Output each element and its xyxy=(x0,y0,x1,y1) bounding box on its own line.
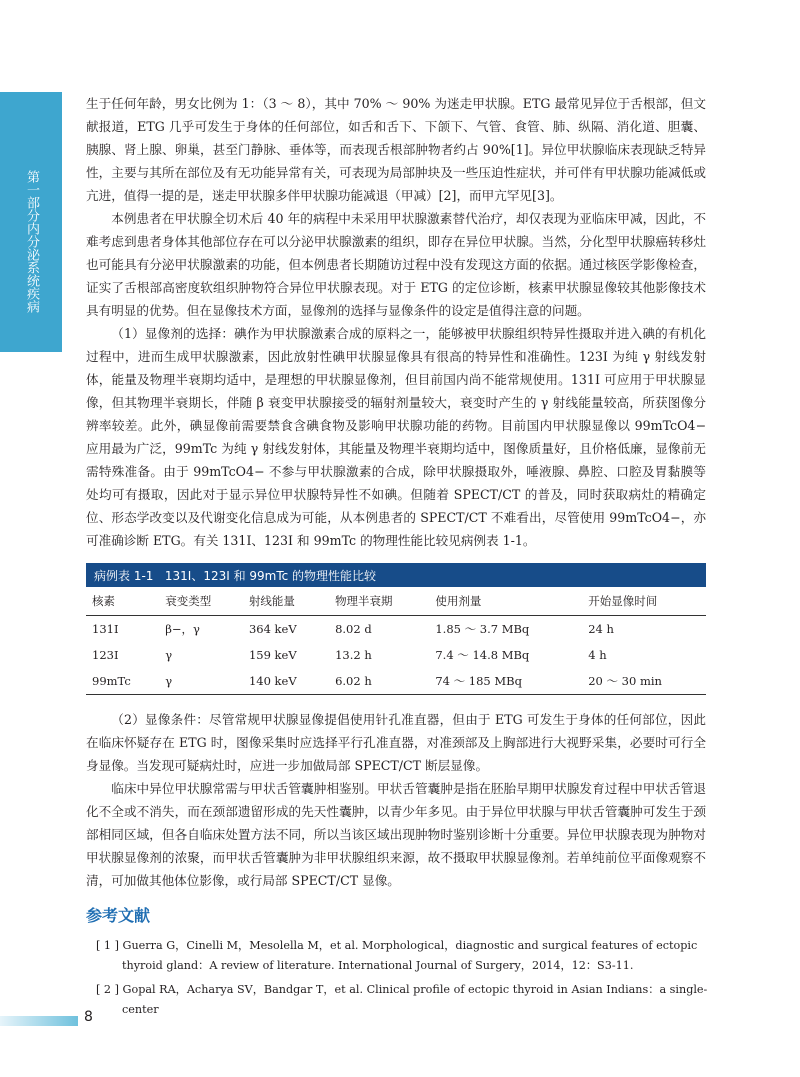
footer-bar xyxy=(0,1016,78,1026)
paragraph-5: 临床中异位甲状腺常需与甲状舌管囊肿相鉴别。甲状舌管囊肿是指在胚胎早期甲状腺发育过程中甲状舌管退化不全或不消失，而在颈部遗留形成的先天性囊肿，以青少年多见。由于异位甲状腺与甲状舌管囊肿可发生于颈部相同区域，但各自临床处置方法不同，所以当该区域出现肿物时鉴别诊断十分重要。异位甲状腺表现为肿物对甲状腺显像剂的浓聚，而甲状舌管囊肿为非甲状腺组织来源，故不摄取甲状腺显像剂。若单纯前位平面像观察不清，可加做其他体位影像，或行局部 SPECT/CT 显像。 xyxy=(86,781,706,888)
paragraph-2: 本例患者在甲状腺全切术后 40 年的病程中未采用甲状腺激素替代治疗，却仅表现为亚临床甲减，因此，不难考虑到患者身体其他部位存在可以分泌甲状腺激素的组织，即存在异位甲状腺。当然，分化型甲状腺癌转移灶也可能具有分泌甲状腺激素的功能，但本例患者长期随访过程中没有发现这方面的依据。通过核医学影像检查，证实了舌根部高密度软组织肿物符合异位甲状腺表现。对于 ETG 的定位诊断，核素甲状腺显像较其他影像技术具有明显的优势。但在显像技术方面，显像剂的选择与显像条件的设定是值得注意的问题。 xyxy=(86,211,706,318)
reference-list xyxy=(96,936,708,1024)
cell: 159 keV xyxy=(248,648,297,662)
body-text-lower xyxy=(86,708,706,892)
paragraph-3: （1）显像剂的选择：碘作为甲状腺激素合成的原料之一，能够被甲状腺组织特异性摄取并进入碘的有机化过程中，进而生成甲状腺激素，因此放射性碘甲状腺显像具有很高的特异性和准确性。123I 为纯 γ 射线发射体，能量及物理半衰期均适中，是理想的甲状腺显像剂，但目前国内尚不能常规使用。131I 可应用于甲状腺显像，但其物理半衰期长，伴随 β 衰变甲状腺接受的辐射剂量较大，衰变时产生的 γ 射线能量较高，所获图像分辨率较差。此外，碘显像前需要禁食含碘食物及影响甲状腺功能的药物。目前国内甲状腺显像以 99mTcO4− 应用最为广泛，99mTc 为纯 γ 射线发射体，其能量及物理半衰期均适中，图像质量好，且价格低廉，显像前无需特殊准备。由于 99mTcO4− 不参与甲状腺激素的合成，除甲状腺摄取外，唾液腺、鼻腔、口腔及胃黏膜等处均可有摄取，因此对于显示异位甲状腺特异性不如碘。但随着 SPECT/CT 的普及，同时获取病灶的精确定位、形态学改变以及代谢变化信息成为可能，从本例患者的 SPECT/CT 不难看出，尽管使用 99mTcO4−，亦可准确诊断 ETG。有关 131I、123I 和 99mTc 的物理性能比较见病例表 1-1。 xyxy=(86,326,706,548)
col-header: 开始显像时间 xyxy=(582,587,706,616)
cell: β−，γ xyxy=(165,622,200,636)
cell: γ xyxy=(159,668,243,695)
cell: γ xyxy=(165,648,173,662)
cell: 24 h xyxy=(588,622,614,636)
cell: 1.85 ～ 3.7 MBq xyxy=(435,622,530,636)
col-header: 衰变类型 xyxy=(159,587,243,616)
cell: 8.02 d xyxy=(335,622,372,636)
sidebar-section: 内分泌系统疾病 xyxy=(24,222,39,313)
body-text-upper xyxy=(86,92,706,552)
references-heading: 参考文献 xyxy=(86,906,151,925)
cell: 131I xyxy=(92,622,119,636)
cell: 140 keV xyxy=(243,668,329,695)
cell: 20 ～ 30 min xyxy=(582,668,706,695)
table-title: 131I、123I 和 99mTc 的物理性能比较 xyxy=(164,569,377,583)
cell: 7.4 ～ 14.8 MBq xyxy=(435,648,530,662)
page-number: 8 xyxy=(84,1009,93,1025)
table-row xyxy=(86,642,706,668)
cell: 13.2 h xyxy=(335,648,372,662)
table-row xyxy=(86,616,706,643)
col-header: 物理半衰期 xyxy=(329,587,429,616)
table-row xyxy=(86,668,706,695)
comparison-table xyxy=(86,563,706,695)
paragraph-4: （2）显像条件：尽管常规甲状腺显像提倡使用针孔准直器，但由于 ETG 可发生于身体的任何部位，因此在临床怀疑存在 ETG 时，图像采集时应选择平行孔准直器，对准颈部及上胸部进行大视野采集，必要时可行全身显像。当发现可疑病灶时，应进一步加做局部 SPECT/CT 断层显像。 xyxy=(86,712,706,773)
cell: 74 ～ 185 MBq xyxy=(429,668,582,695)
sidebar-label xyxy=(0,170,62,313)
cell: 99mTc xyxy=(86,668,159,695)
reference-item: [ 2 ] Gopal RA，Acharya SV，Bandgar T，et al. Clinical profile of ectopic thyroid in Asian Indians：a single-center xyxy=(96,983,708,1016)
table-title-bar xyxy=(86,563,706,587)
col-header: 使用剂量 xyxy=(429,587,582,616)
col-header: 核素 xyxy=(86,587,159,616)
col-header: 射线能量 xyxy=(243,587,329,616)
cell: 364 keV xyxy=(248,622,297,636)
paragraph-1: 生于任何年龄，男女比例为 1：（3 ～ 8），其中 70% ～ 90% 为迷走甲状腺。ETG 最常见异位于舌根部，但文献报道，ETG 几乎可发生于身体的任何部位，如舌和舌下、下颌下、气管、食管、肺、纵隔、消化道、胆囊、胰腺、肾上腺、卵巢，甚至门静脉、垂体等，而表现舌根部肿物者约占 90%[1]。异位甲状腺临床表现缺乏特异性，主要与其所在部位及有无功能异常有关，可表现为局部肿块及一些压迫性症状，并可伴有甲状腺功能减低或亢进，值得一提的是，迷走甲状腺多伴甲状腺功能减退（甲减）[2]，而甲亢罕见[3]。 xyxy=(86,96,706,203)
table-label: 病例表 1-1 xyxy=(94,569,154,583)
cell: 4 h xyxy=(588,648,607,662)
cell: 123I xyxy=(92,648,119,662)
sidebar-part: 第一部分 xyxy=(24,170,39,222)
isotope-table xyxy=(86,587,706,695)
reference-item: [ 1 ] Guerra G，Cinelli M，Mesolella M，et al. Morphological，diagnostic and surgical features of ectopic thyroid gland：A review of literature. International Journal of Surgery，2014，12：S3-11. xyxy=(96,939,698,972)
cell: 6.02 h xyxy=(329,668,429,695)
